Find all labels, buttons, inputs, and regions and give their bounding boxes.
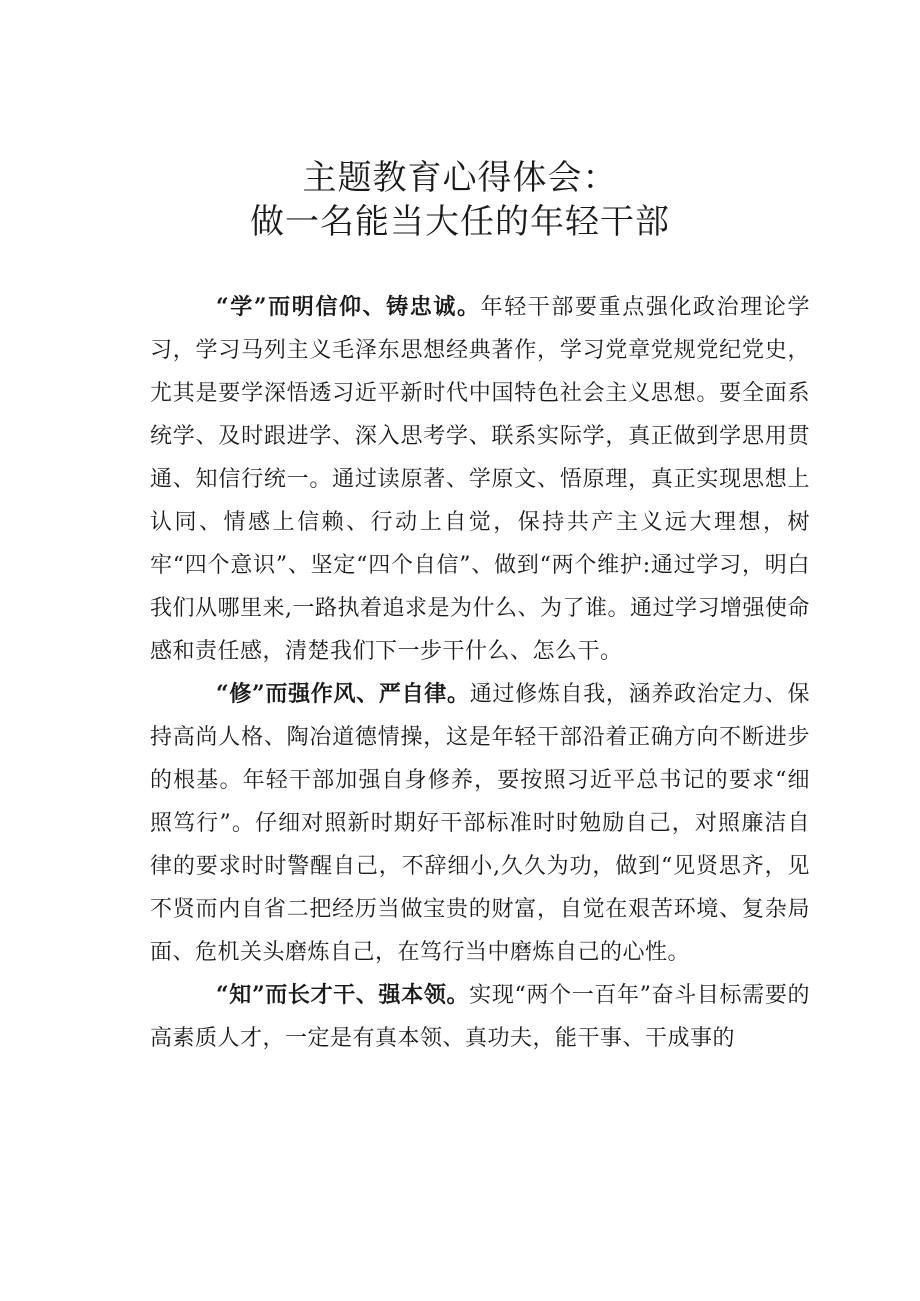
paragraph-study (150, 286, 810, 673)
title-line-2: 做一名能当大任的年轻干部 (250, 202, 670, 242)
paragraph-know (150, 974, 810, 1060)
paragraph-cultivate (150, 673, 810, 974)
paragraph-text: 通过修炼自我，涵养政治定力、保持高尚人格、陶冶道德情操，这是年轻干部沿着正确方向不断进步的根基。年轻干部加强自身修养，要按照习近平总书记的要求“细照笃行”。仔细对照新时期好干部标准时时勉励自己，对照廉洁自律的要求时时警醒自己，不辞细小,久久为功，做到“见贤思齐，见不贤而内自省二把经历当做宝贵的财富，自觉在艰苦环境、复杂局面、危机关头磨炼自己，在笃行当中磨炼自己的心性。 (150, 682, 810, 965)
paragraph-lead: “知”而长才干、强本领。 (216, 982, 470, 1008)
document-body (150, 286, 810, 1060)
paragraph-lead: “学”而明信仰、铸忠诚。 (216, 294, 481, 320)
title-line-1: 主题教育心得体会： (302, 158, 618, 198)
document-title (0, 156, 920, 244)
paragraph-text: 实现“两个一百年”奋斗目标需要的高素质人才，一定是有真本领、真功夫，能干事、干成事的 (150, 983, 810, 1051)
paragraph-lead: “修”而强作风、严自律。 (216, 681, 470, 707)
paragraph-text: 年轻干部要重点强化政治理论学习，学习马列主义毛泽东思想经典著作，学习党章党规党纪党史，尤其是要学深悟透习近平新时代中国特色社会主义思想。要全面系统学、及时跟进学、深入思考学、联系实际学，真正做到学思用贯通、知信行统一。通过读原著、学原文、悟原理，真正实现思想上认同、情感上信赖、行动上自觉，保持共产主义远大理想，树牢“四个意识”、坚定“四个自信”、做到“两个维护:通过学习，明白我们从哪里来,一路执着追求是为什么、为了谁。通过学习增强使命感和责任感，清楚我们下一步干什么、怎么干。 (150, 295, 810, 664)
